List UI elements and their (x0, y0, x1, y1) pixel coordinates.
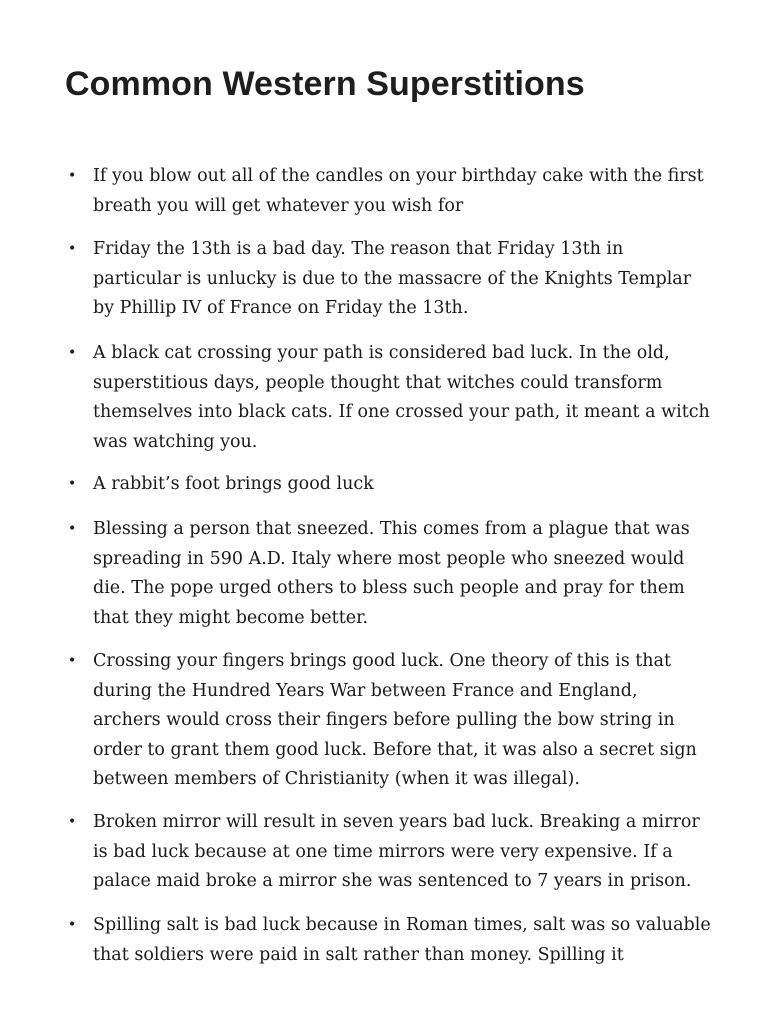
text-line: that soldiers were paid in salt rather than money. Spilling it (93, 944, 624, 965)
text-line: Broken mirror will result in seven years bad luck. Breaking a mirror (93, 812, 700, 832)
list-item-text (93, 470, 718, 500)
text-line: archers would cross their fingers before pulling the bow string in (93, 710, 675, 730)
text-line: spreading in 590 A.D. Italy where most people who sneezed would (93, 548, 685, 569)
text-line: between members of Christianity (when it was illegal). (93, 769, 580, 789)
bullet-icon: • (68, 476, 77, 492)
text-line: breath you will get whatever you wish for (93, 195, 464, 216)
text-line: themselves into black cats. If one crossed your path, it meant a witch (93, 402, 710, 422)
list-item-text (93, 911, 718, 970)
text-line: If you blow out all of the candles on your birthday cake with the first (93, 166, 704, 186)
text-line: Blessing a person that sneezed. This comes from a plague that was (93, 519, 690, 539)
bullet-icon: • (68, 653, 77, 669)
text-line: Friday the 13th is a bad day. The reason that Friday 13th in (93, 239, 624, 259)
text-line: die. The pope urged others to bless such people and pray for them (93, 578, 685, 598)
text-line: particular is unlucky is due to the massacre of the Knights Templar (93, 268, 692, 289)
list-item-text (93, 515, 718, 633)
text-line: A rabbit’s foot brings good luck (93, 474, 374, 494)
list-item-text (93, 339, 718, 457)
text-line: palace maid broke a mirror she was sentenced to 7 years in prison. (93, 871, 692, 891)
list-item-text (93, 808, 718, 897)
text-line: Spilling salt is bad luck because in Roman times, salt was so valuable (93, 915, 711, 935)
bullet-icon: • (68, 345, 77, 361)
text-line: by Phillip IV of France on Friday the 13th. (93, 298, 469, 318)
bullet-icon: • (68, 917, 77, 933)
text-line: order to grant them good luck. Before that, it was also a secret sign (93, 739, 697, 760)
text-line: Crossing your fingers brings good luck. One theory of this is that (93, 651, 672, 671)
bullet-icon: • (68, 814, 77, 830)
text-line: superstitious days, people thought that witches could transform (93, 372, 663, 393)
text-line: was watching you. (93, 431, 258, 452)
list-item-text (93, 235, 718, 324)
text-line: is bad luck because at one time mirrors were very expensive. If a (93, 841, 673, 862)
bullet-icon: • (68, 241, 77, 257)
text-line: during the Hundred Years War between France and England, (93, 680, 638, 701)
list-item-text (93, 647, 718, 795)
text-line: that they might become better. (93, 607, 369, 628)
page-title: Common Western Superstitions (65, 65, 585, 103)
bullet-icon: • (68, 168, 77, 184)
text-line: A black cat crossing your path is considered bad luck. In the old, (93, 343, 670, 363)
bullet-icon: • (68, 521, 77, 537)
list-item-text (93, 162, 718, 221)
